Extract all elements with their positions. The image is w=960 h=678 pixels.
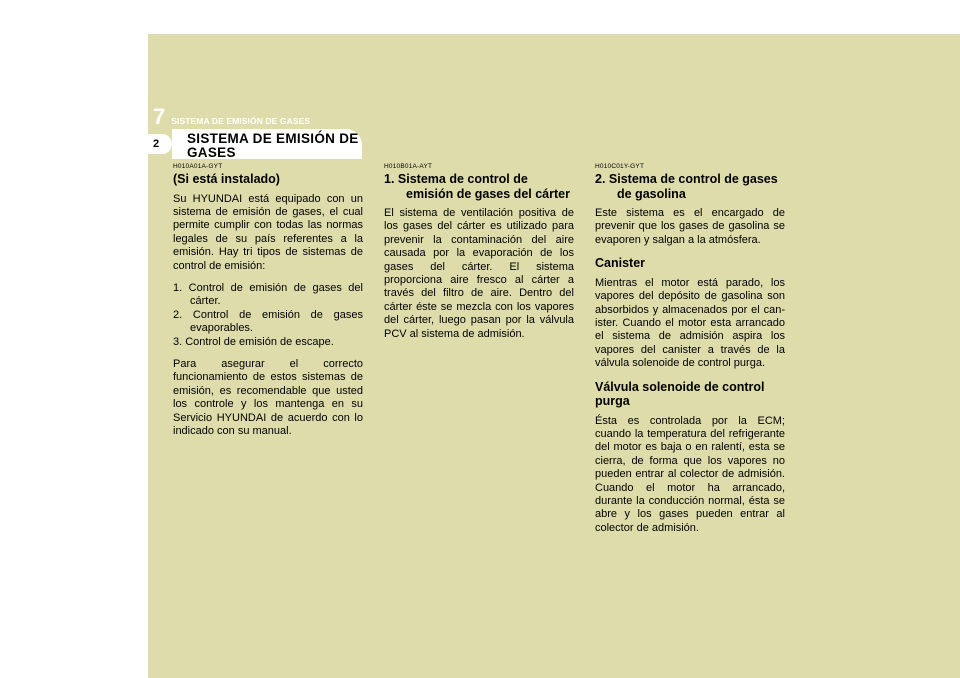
intro-paragraph: Su HYUNDAI está equipado con un sistema de emisión de gases, el cual permite cumplir con todas las normas legales de su país referentes a la emisión. Hay tri tipos de sistemas de control de emisión: (173, 192, 363, 272)
heading-fuel-vapor-control: 2. Sistema de control de gases de gasolina (595, 172, 778, 201)
reference-code: H010A01A-GYT (173, 163, 223, 170)
list-item: 3. Control de emisión de escape. (173, 335, 334, 348)
column-1 (173, 163, 363, 447)
list-item: 2. Control de emisión de gases evaporables. (173, 308, 363, 335)
heading-si-instalado: (Si está instalado) (173, 172, 280, 186)
heading-crankcase-control: 1. Sistema de control de emisión de gases del cárter (384, 172, 570, 201)
column-3 (595, 163, 785, 544)
closing-paragraph: Para asegurar el correcto funcionamiento de estos sistemas de emisión, es recomendable que usted los controle y los mantenga en su Servicio HYUNDAI de acuerdo con lo indicado con su manual. (173, 357, 363, 437)
reference-code: H010C01Y-GYT (595, 163, 645, 170)
chapter-title: SISTEMA DE EMISIÓN DE GASES (171, 116, 311, 126)
subheading-purge-valve: Válvula solenoide de control purga (595, 379, 765, 409)
purge-valve-paragraph: Ésta es controlada por la ECM; cuando la temperatura del refrigerante del motor es baja o en ralentí, esta se cierra, de forma que los vapores no pueden entrar al colector de admisión. Cuando el motor ha arrancado, durante la conducción normal, ésta se abre y los gases pueden entrar al colector de admisión. (595, 414, 785, 534)
chapter-number: 7 (153, 104, 166, 129)
list-item: 1. Control de emisión de gases del cárter. (173, 281, 363, 308)
body-paragraph: El sistema de ventilación positiva de los gases del cárter es utilizado para prevenir la contaminación del aire causada por la evaporación de los gases del cárter. El sistema proporciona aire fresco al cárter a través del filtro de aire. Dentro del cárter éste se mezcla con los vapores del cárter, luego pasan por la válvula PCV al sistema de admisión. (384, 207, 574, 340)
section-title (172, 129, 362, 159)
canister-paragraph: Mientras el motor está parado, los vapores del depósito de gasolina son absorbidos y almacenados por el can- ister. Cuando el motor esta arrancado el sistema de admisión aspira los vapores del canister a través de la válvula solenoide de control purga. (595, 276, 785, 370)
section-title-line2: GASES (187, 145, 236, 160)
subheading-canister: Canister (595, 256, 646, 271)
intro-paragraph: Este sistema es el encargado de prevenir que los gases de gasolina se evaporen y salgan a la atmósfera. (595, 207, 785, 246)
reference-code: H010B01A-AYT (384, 163, 433, 170)
column-2 (384, 163, 574, 350)
emission-systems-list (173, 282, 363, 349)
section-title-line1: SISTEMA DE EMISIÓN DE (187, 131, 359, 146)
chapter-header (153, 106, 310, 128)
page-number: 2 (140, 134, 172, 154)
